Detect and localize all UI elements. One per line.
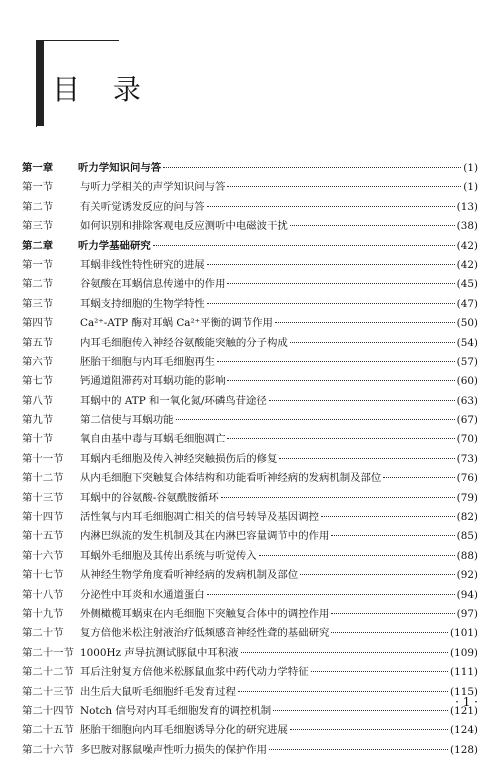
toc-entry-title: 耳蜗支持细胞的生物学特性 bbox=[80, 297, 205, 310]
toc-entry-number: 第二十四节 bbox=[22, 704, 74, 717]
toc-entry-page: (121) bbox=[450, 704, 478, 717]
toc-entry-page: (92) bbox=[456, 569, 478, 582]
toc-entry-number: 第十九节 bbox=[22, 607, 64, 620]
toc-section-row[interactable] bbox=[22, 314, 478, 333]
toc-entry-title: 内耳毛细胞传入神经谷氨酸能突触的分子构成 bbox=[80, 336, 288, 349]
toc-entry-title: 有关听觉诱发反应的问与答 bbox=[80, 200, 205, 213]
toc-entry-title: 与听力学相关的声学知识问与答 bbox=[80, 181, 226, 194]
toc-entry-number: 第四节 bbox=[22, 317, 54, 330]
toc-entry-page: (85) bbox=[456, 530, 478, 543]
toc-leader-dots bbox=[207, 587, 455, 595]
toc-entry-page: (54) bbox=[456, 336, 478, 349]
toc-entry-title: 如何识别和排除客观电反应测听中电磁波干扰 bbox=[80, 220, 288, 233]
toc-entry-page: (13) bbox=[456, 200, 478, 213]
toc-entry-number: 第二节 bbox=[22, 200, 54, 213]
toc-entry-number: 第二十一节 bbox=[22, 646, 74, 659]
toc-entry-title: 分泌性中耳炎和水通道蛋白 bbox=[80, 588, 205, 601]
toc-leader-dots bbox=[227, 373, 454, 381]
toc-entry-title: 胚胎干细胞向内耳毛细胞诱导分化的研究进展 bbox=[80, 724, 288, 737]
toc-leader-dots bbox=[331, 606, 454, 614]
toc-entry-page: (47) bbox=[456, 297, 478, 310]
toc-section-row[interactable] bbox=[22, 644, 478, 663]
toc-leader-dots bbox=[221, 490, 455, 498]
toc-entry-page: (111) bbox=[450, 666, 478, 679]
toc-section-row[interactable] bbox=[22, 663, 478, 682]
toc-entry-title: 1000Hz 声导抗测试豚鼠中耳积液 bbox=[80, 646, 239, 659]
toc-entry-number: 第二十二节 bbox=[22, 666, 74, 679]
toc-section-row[interactable] bbox=[22, 178, 478, 197]
toc-section-row[interactable] bbox=[22, 392, 478, 411]
toc-leader-dots bbox=[259, 548, 455, 556]
toc-entry-number: 第十六节 bbox=[22, 549, 64, 562]
toc-entry-page: (115) bbox=[450, 685, 478, 698]
table-of-contents bbox=[22, 159, 478, 760]
toc-entry-number: 第十二节 bbox=[22, 472, 64, 485]
toc-section-row[interactable] bbox=[22, 372, 478, 391]
toc-leader-dots bbox=[331, 528, 454, 536]
toc-entry-title: 多巴胺对豚鼠噪声性听力损失的保护作用 bbox=[80, 743, 268, 756]
toc-entry-number: 第二十六节 bbox=[22, 743, 74, 756]
toc-entry-title: 听力学基础研究 bbox=[78, 239, 151, 252]
toc-entry-title: 外侧橄榄耳蜗束在内毛细胞下突触复合体中的调控作用 bbox=[80, 607, 330, 620]
toc-entry-title: 耳蜗内毛细胞及传入神经突触损伤后的修复 bbox=[80, 452, 278, 465]
toc-leader-dots bbox=[331, 625, 448, 633]
toc-leader-dots bbox=[227, 179, 461, 187]
toc-section-row[interactable] bbox=[22, 721, 478, 740]
toc-entry-page: (109) bbox=[450, 646, 478, 659]
toc-entry-title: 谷氨酸在耳蜗信息传递中的作用 bbox=[80, 278, 226, 291]
toc-entry-title: 内淋巴纵流的发生机制及其在内淋巴容量调节中的作用 bbox=[80, 530, 330, 543]
toc-leader-dots bbox=[269, 393, 455, 401]
toc-entry-page: (45) bbox=[456, 278, 478, 291]
toc-leader-dots bbox=[290, 335, 455, 343]
toc-entry-title: 从神经生物学角度看听神经病的发病机制及部位 bbox=[80, 569, 299, 582]
toc-leader-dots bbox=[163, 160, 461, 168]
toc-entry-number: 第六节 bbox=[22, 355, 54, 368]
toc-leader-dots bbox=[300, 567, 454, 575]
toc-leader-dots bbox=[176, 412, 455, 420]
toc-leader-dots bbox=[269, 742, 448, 750]
toc-leader-dots bbox=[241, 645, 448, 653]
toc-section-row[interactable] bbox=[22, 586, 478, 605]
toc-entry-number: 第十三节 bbox=[22, 491, 64, 504]
toc-section-row[interactable] bbox=[22, 489, 478, 508]
toc-entry-number: 第九节 bbox=[22, 414, 54, 427]
toc-leader-dots bbox=[207, 296, 455, 304]
toc-chapter-row[interactable] bbox=[22, 159, 478, 178]
toc-entry-page: (60) bbox=[456, 375, 478, 388]
page-title: 目 录 bbox=[52, 73, 153, 106]
toc-entry-page: (97) bbox=[456, 607, 478, 620]
toc-entry-page: (42) bbox=[456, 239, 478, 252]
toc-entry-title: 钙通道阻滞药对耳蜗功能的影响 bbox=[80, 375, 226, 388]
toc-entry-title: 耳蜗中的谷氨酸-谷氨酰胺循环 bbox=[80, 491, 219, 504]
toc-entry-title: 耳后注射复方倍他米松豚鼠血浆中药代动力学特征 bbox=[80, 666, 309, 679]
toc-section-row[interactable] bbox=[22, 508, 478, 527]
toc-entry-page: (67) bbox=[456, 414, 478, 427]
toc-section-row[interactable] bbox=[22, 198, 478, 217]
toc-section-row[interactable] bbox=[22, 527, 478, 546]
toc-entry-page: (70) bbox=[456, 433, 478, 446]
toc-leader-dots bbox=[383, 470, 454, 478]
toc-entry-title: 听力学知识问与答 bbox=[78, 162, 162, 174]
toc-entry-title: 耳蜗外毛细胞及其传出系统与听觉传入 bbox=[80, 549, 257, 562]
toc-entry-title: Ca²⁺-ATP 酶对耳蜗 Ca²⁺平衡的调节作用 bbox=[80, 317, 273, 330]
toc-entry-number: 第五节 bbox=[22, 336, 54, 349]
toc-section-row[interactable] bbox=[22, 741, 478, 760]
toc-entry-number: 第十节 bbox=[22, 433, 54, 446]
toc-entry-title: 复方倍他米松注射液治疗低频感音神经性聋的基础研究 bbox=[80, 627, 330, 640]
toc-entry-page: (79) bbox=[456, 491, 478, 504]
toc-entry-page: (76) bbox=[456, 472, 478, 485]
toc-entry-page: (50) bbox=[456, 317, 478, 330]
toc-entry-number: 第三节 bbox=[22, 297, 54, 310]
toc-section-row[interactable] bbox=[22, 334, 478, 353]
toc-leader-dots bbox=[311, 664, 448, 672]
toc-leader-dots bbox=[238, 684, 448, 692]
toc-entry-number: 第二节 bbox=[22, 278, 54, 291]
toc-entry-number: 第七节 bbox=[22, 375, 54, 388]
toc-entry-number: 第二十节 bbox=[22, 627, 64, 640]
toc-entry-page: (94) bbox=[456, 588, 478, 601]
toc-entry-title: Notch 信号对内耳毛细胞发育的调控机制 bbox=[80, 704, 272, 717]
toc-section-row[interactable] bbox=[22, 469, 478, 488]
toc-entry-page: (57) bbox=[456, 355, 478, 368]
top-rule bbox=[0, 0, 500, 3]
toc-leader-dots bbox=[217, 354, 455, 362]
toc-entry-page: (1) bbox=[463, 181, 478, 194]
toc-entry-number: 第十一节 bbox=[22, 452, 64, 465]
toc-entry-title: 从内毛细胞下突触复合体结构和功能看听神经病的发病机制及部位 bbox=[80, 472, 382, 485]
toc-entry-number: 第二章 bbox=[22, 239, 54, 252]
toc-section-row[interactable] bbox=[22, 256, 478, 275]
toc-entry-number: 第一节 bbox=[22, 258, 54, 271]
toc-entry-number: 第十五节 bbox=[22, 530, 64, 543]
toc-entry-page: (88) bbox=[456, 549, 478, 562]
toc-chapter-row[interactable] bbox=[22, 237, 478, 256]
page-number: · 1 · bbox=[455, 695, 478, 709]
toc-section-row[interactable] bbox=[22, 702, 478, 721]
toc-entry-page: (38) bbox=[456, 220, 478, 233]
toc-leader-dots bbox=[275, 315, 455, 323]
toc-entry-page: (1) bbox=[463, 162, 478, 174]
toc-leader-dots bbox=[153, 238, 455, 246]
toc-leader-dots bbox=[290, 722, 448, 730]
toc-section-row[interactable] bbox=[22, 275, 478, 294]
toc-section-row[interactable] bbox=[22, 411, 478, 430]
toc-entry-page: (101) bbox=[450, 627, 478, 640]
toc-entry-title: 耳蜗中的 ATP 和一氧化氮/环磷鸟苷途径 bbox=[80, 394, 267, 407]
toc-section-row[interactable] bbox=[22, 624, 478, 643]
toc-leader-dots bbox=[321, 509, 455, 517]
toc-leader-dots bbox=[227, 276, 454, 284]
toc-entry-number: 第八节 bbox=[22, 394, 54, 407]
toc-leader-dots bbox=[273, 703, 448, 711]
toc-leader-dots bbox=[290, 218, 455, 226]
toc-section-row[interactable] bbox=[22, 450, 478, 469]
toc-entry-page: (63) bbox=[456, 394, 478, 407]
toc-entry-number: 第十四节 bbox=[22, 511, 64, 524]
toc-entry-page: (42) bbox=[456, 258, 478, 271]
toc-entry-page: (73) bbox=[456, 452, 478, 465]
toc-entry-number: 第二十五节 bbox=[22, 724, 74, 737]
toc-entry-number: 第三节 bbox=[22, 220, 54, 233]
toc-leader-dots bbox=[227, 431, 454, 439]
toc-entry-page: (128) bbox=[450, 743, 478, 756]
toc-entry-title: 出生后大鼠听毛细胞纤毛发育过程 bbox=[80, 685, 236, 698]
toc-section-row[interactable] bbox=[22, 683, 478, 702]
toc-leader-dots bbox=[207, 257, 455, 265]
toc-entry-number: 第十七节 bbox=[22, 569, 64, 582]
toc-entry-page: (82) bbox=[456, 511, 478, 524]
toc-entry-number: 第二十三节 bbox=[22, 685, 74, 698]
title-bar bbox=[36, 40, 44, 126]
toc-section-row[interactable] bbox=[22, 430, 478, 449]
toc-entry-title: 胚胎干细胞与内耳毛细胞再生 bbox=[80, 355, 216, 368]
toc-leader-dots bbox=[207, 199, 455, 207]
toc-section-row[interactable] bbox=[22, 217, 478, 236]
toc-entry-page: (124) bbox=[450, 724, 478, 737]
toc-leader-dots bbox=[279, 451, 454, 459]
toc-section-row[interactable] bbox=[22, 605, 478, 624]
toc-section-row[interactable] bbox=[22, 547, 478, 566]
toc-entry-number: 第十八节 bbox=[22, 588, 64, 601]
toc-section-row[interactable] bbox=[22, 566, 478, 585]
toc-entry-number: 第一章 bbox=[22, 162, 54, 174]
toc-entry-title: 活性氧与内耳毛细胞凋亡相关的信号转导及基因调控 bbox=[80, 511, 319, 524]
toc-entry-title: 氧自由基中毒与耳蜗毛细胞凋亡 bbox=[80, 433, 226, 446]
toc-section-row[interactable] bbox=[22, 353, 478, 372]
toc-entry-title: 耳蜗非线性特性研究的进展 bbox=[80, 258, 205, 271]
toc-section-row[interactable] bbox=[22, 295, 478, 314]
toc-entry-title: 第二信使与耳蜗功能 bbox=[80, 414, 174, 427]
toc-entry-number: 第一节 bbox=[22, 181, 54, 194]
